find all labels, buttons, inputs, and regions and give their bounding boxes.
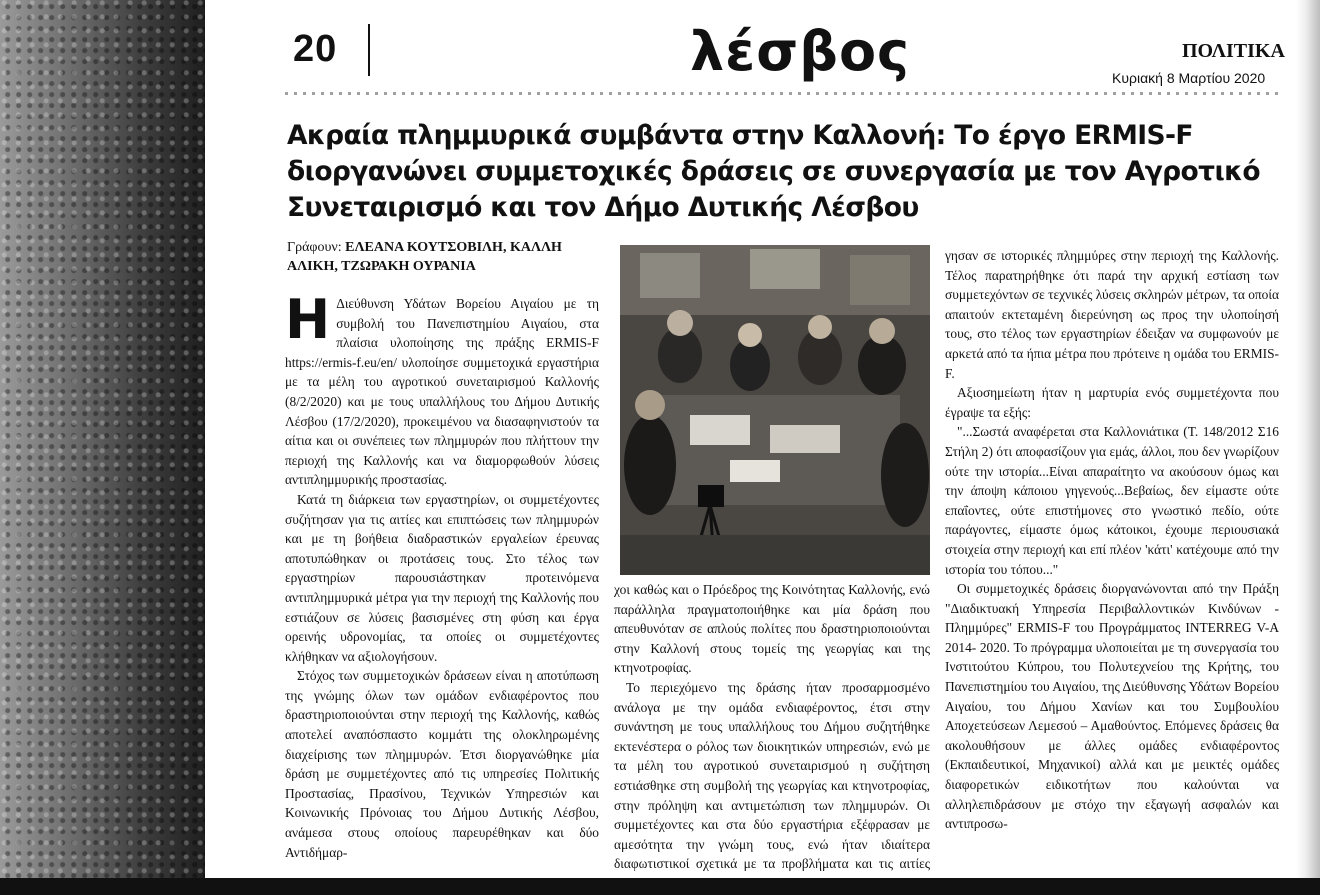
column-1-paragraph-1-text: Διεύθυνση Υδάτων Βορείου Αιγαίου με τη συμβολή του Πανεπιστημίου Αιγαίου, στα πλαίσια υλοποίησης της πράξης ERMIS-F https://ermis-f.eu/en/ υλοποίησε συμμετοχικά εργαστήρια με τα μέλη του αγροτικού συνεταιρισμού Καλλονής (8/2/2020) και με τους υπαλλήλους του Δήμου Δυτικής Λέσβου (17/2/2020), προκειμένου να διασαφηνιστούν τα αίτια και οι συνέπειες των πλημμυρών που πλήττουν την περιοχή της Καλλονής και να διαμορφωθούν λύσεις αντιπλημμυρικής προστασίας. <box>285 296 599 488</box>
article-byline <box>287 238 597 276</box>
column-1-paragraph-1 <box>285 288 599 490</box>
column-3-paragraph-2: Αξιοσημείωτη ήταν η μαρτυρία ενός συμμετέχοντα που έγραψε τα εξής: <box>945 385 1279 420</box>
page-number-divider <box>368 24 370 76</box>
page-number: 20 <box>293 28 338 70</box>
article-column-2 <box>614 580 930 894</box>
scan-shadow-bottom <box>0 878 1320 895</box>
column-3-quote: "...Σωστά αναφέρεται στα Καλλονιάτικα (Τ. 148/2012 Σ16 Στήλη 2) ότι αποφασίζουν για εμάς, άλλοι, που δεν γνωρίζουν ούτε την ιστορία...Είναι απαραίτητο να ακούσουν όμως και την άποψη κάποιου γηγενούς...Βεβαίως, δεν είμαστε ούτε επαΐοντες, ούτε επιστήμονες στο γνωστικό πεδίο, ούτε παράγοντες, είμαστε όμως κάτοικοι, έχουμε περιουσιακά στοιχεία στην περιοχή και επί πλέον 'κάτι' κατέχουμε από την ιστορία του τόπου..." <box>945 424 1279 577</box>
column-2-paragraph-2: Το περιεχόμενο της δράσης ήταν προσαρμοσμένο ανάλογα με την ομάδα ενδιαφέροντος, έτσι στην συνάντηση με τους υπαλλήλους του Δήμου συζητήθηκε εκτενέστερα ο ρόλος των διοικητικών υπηρεσιών, ενώ με τα μέλη του αγροτικού συνεταιρισμού η συζήτηση εστιάσθηκε στη συμβολή της γεωργίας και κτηνοτροφίας, στην πρόληψη και αντιμετώπιση των πλημμυρών. Οι συμμετέχοντες και στα δύο εργαστήρια εξέφρασαν με αμεσότητα την γνώμη τους, ενώ ήταν ιδιαίτερα διαφωτιστικοί σχετικά με τα προβλήματα και τις αιτίες <box>614 679 930 872</box>
newspaper-page <box>205 0 1296 878</box>
workshop-photo-image <box>620 245 930 575</box>
column-1-paragraph-2: Κατά τη διάρκεια των εργαστηρίων, οι συμμετέχοντες συζήτησαν για τις αιτίες και επιπτώσεις των πλημμυρών και με τη βοήθεια διαδραστικών εργαλείων έρευνας αποτυπώθηκαν οι προτάσεις τους. Στο τέλος των εργαστηρίων παρουσιάστηκαν προτεινόμενα αντιπλημμυρικά μέτρα για την περιοχή της Καλλονής που εστιάζουν σε λύσεις βασισμένες στη φύση και έργα ορεινής υδρονομίας, τα οποίες οι συμμετέχοντες κλήθηκαν να αξιολογήσουν. <box>285 491 599 664</box>
column-1-paragraph-3: Στόχος των συμμετοχικών δράσεων είναι η αποτύπωση της γνώμης όλων των ομάδων ενδιαφέροντος που δραστηριοποιούνται στην περιοχή της Καλλονής, καθώς αποτελεί αναπόσπαστο κομμάτι της ολοκληρωμένης διαχείρισης των πλημμυρών. Έτσι διοργανώθηκε μία δράση με συμμετέχοντες από τις υπηρεσίες Πολιτικής Προστασίας, Πρασίνου, Τεχνικών Υπηρεσιών και Κοινωνικής Πρόνοιας του Δήμου Δυτικής Λέσβου, ανάμεσα στους οποίους παρευρέθηκαν και δύο Αντιδήμαρ- <box>285 668 599 860</box>
drop-cap: Η <box>285 288 331 351</box>
scan-edge-right <box>1296 0 1320 895</box>
column-3-paragraph-4: Οι συμμετοχικές δράσεις διοργανώνονται από την Πράξη "Διαδικτυακή Υπηρεσία Περιβαλλοντικών Κινδύνων - Πλημμύρες" ERMIS-F του Προγράμματος INTERREG V-A 2014- 2020. Το πρόγραμμα υλοποιείται με τη συνεργασία του Ινστιτούτου Κύπρου, του Πολυτεχνείου της Κρήτης, του Πανεπιστημίου του Αιγαίου, της Διεύθυνσης Υδάτων Βορείου Αιγαίου, του Δήμου Χανίων και του Συμβουλίου Αποχετεύσεων Λεμεσού – Αμαθούντος. Επόμενες δράσεις θα ακολουθήσουν με άλλες ομάδες ενδιαφέροντος (Εκπαιδευτικοί, Μηχανικοί) αλλά και με μεικτές ομάδες διαφορετικών ειδικοτήτων που καλούνται να αλληλεπιδράσουν με στόχο την εξαγωγή ασφαλών και αντιπροσω- <box>945 581 1279 832</box>
article-photo <box>620 245 930 575</box>
article-headline: Ακραία πλημμυρικά συμβάντα στην Καλλονή: Το έργο ERMIS-F διοργανώνει συμμετοχικές δράσεις σε συνεργασία με τον Αγροτικό Συνεταιρισμό και τον Δήμο Δυτικής Λέσβου <box>287 120 1261 223</box>
column-2-paragraph-1: χοι καθώς και ο Πρόεδρος της Κοινότητας Καλλονής, ενώ παράλληλα πραγματοποιήθηκε και μία δράση που απευθυνόταν σε απλούς πολίτες που δραστηριοποιούνται στην Καλλονή στους τομείς της γεωργίας και της κτηνοτροφίας. <box>614 582 930 676</box>
publication-date: Κυριακή 8 Μαρτίου 2020 <box>1112 70 1266 86</box>
article-column-3 <box>945 246 1279 834</box>
byline-authors: ΕΛΕΑΝΑ ΚΟΥΤΣΟΒΙΛΗ, ΚΑΛΛΗ ΑΛΙΚΗ, ΤΖΩΡΑΚΗ ΟΥΡΑΝΙΑ <box>287 240 562 274</box>
header-dotted-rule <box>285 92 1280 95</box>
publication-logo: ΠΟΛΙΤΙΚΑ <box>1182 40 1285 62</box>
scan-shadow-left <box>0 0 205 895</box>
article-column-1 <box>285 288 599 862</box>
column-3-paragraph-1: γησαν σε ιστορικές πλημμύρες στην περιοχή της Καλλονής. Τέλος παρατηρήθηκε ότι παρά την αρχική εστίαση των συμμετεχόντων σε τεχνικές λύσεις σκληρών μέτρων, τα οποία απαιτούν εκτεταμένη διερεύνηση ως προς την υλοποίησή τους, στο τέλος των εργαστηρίων έδειξαν να συμφωνούν με αρκετά από τα ήπια μέτρα που πρότεινε η ομάδα του ERMIS-F. <box>945 248 1279 381</box>
byline-prefix: Γράφουν: <box>287 240 342 255</box>
section-title: λέσβος <box>690 20 911 83</box>
